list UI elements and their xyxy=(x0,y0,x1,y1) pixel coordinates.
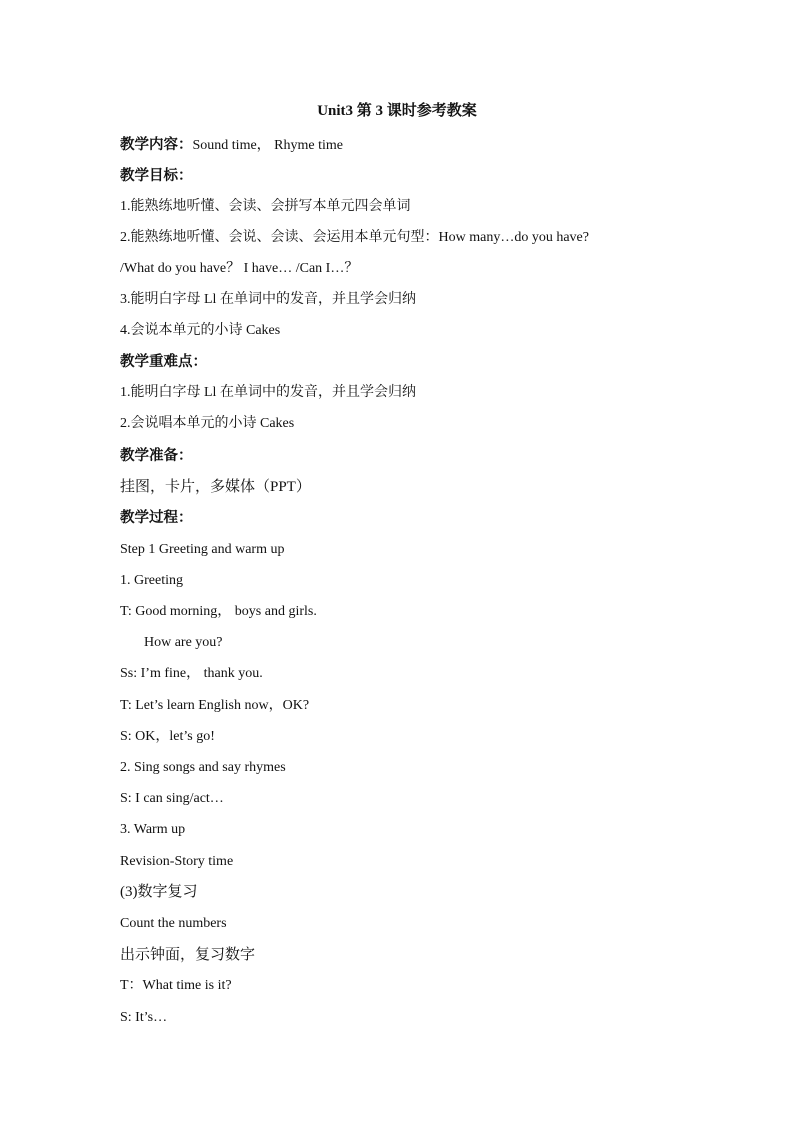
objective-item: 1.能熟练地听懂、会读、会拼写本单元四会单词 xyxy=(120,199,411,214)
process-line: 3. Warm up xyxy=(120,822,186,837)
content-label: 教学内容： xyxy=(120,137,193,153)
process-line: Ss: I’m fine， thank you. xyxy=(120,666,263,681)
content-text: Sound time， Rhyme time xyxy=(192,138,343,153)
process-line: How are you? xyxy=(144,635,223,650)
objective-item: /What do you have？ I have… /Can I…？ xyxy=(120,261,359,276)
preparation-text: 挂图，卡片，多媒体（PPT） xyxy=(120,479,311,495)
preparation-heading: 教学准备： xyxy=(120,448,193,464)
objective-item: 3.能明白字母 Ll 在单词中的发音，并且学会归纳 xyxy=(120,292,416,307)
process-line: S: I can sing/act… xyxy=(120,791,224,806)
process-heading: 教学过程： xyxy=(120,510,193,526)
process-line: Count the numbers xyxy=(120,916,227,931)
objective-item: 2.能熟练地听懂、会说、会读、会运用本单元句型：How many…do you have? xyxy=(120,230,589,245)
process-line: S: It’s… xyxy=(120,1010,168,1025)
process-line: S: OK，let’s go! xyxy=(120,729,215,744)
page-title: Unit3 第 3 课时参考教案 xyxy=(317,103,477,119)
process-line: 1. Greeting xyxy=(120,573,183,588)
process-line: 2. Sing songs and say rhymes xyxy=(120,760,286,775)
process-line: T：What time is it? xyxy=(120,978,232,993)
objectives-heading: 教学目标： xyxy=(120,168,193,184)
process-line: T: Good morning， boys and girls. xyxy=(120,604,317,619)
process-line: 出示钟面，复习数字 xyxy=(120,947,256,963)
process-line: T: Let’s learn English now，OK? xyxy=(120,698,310,713)
key-point-item: 2.会说唱本单元的小诗 Cakes xyxy=(120,416,295,431)
content-line xyxy=(120,135,720,156)
key-points-heading: 教学重难点： xyxy=(120,354,207,370)
process-line: (3)数字复习 xyxy=(120,884,198,900)
key-point-item: 1.能明白字母 Ll 在单词中的发音，并且学会归纳 xyxy=(120,385,416,400)
process-line: Step 1 Greeting and warm up xyxy=(120,542,285,557)
objective-item: 4.会说本单元的小诗 Cakes xyxy=(120,323,281,338)
process-line: Revision-Story time xyxy=(120,854,234,869)
